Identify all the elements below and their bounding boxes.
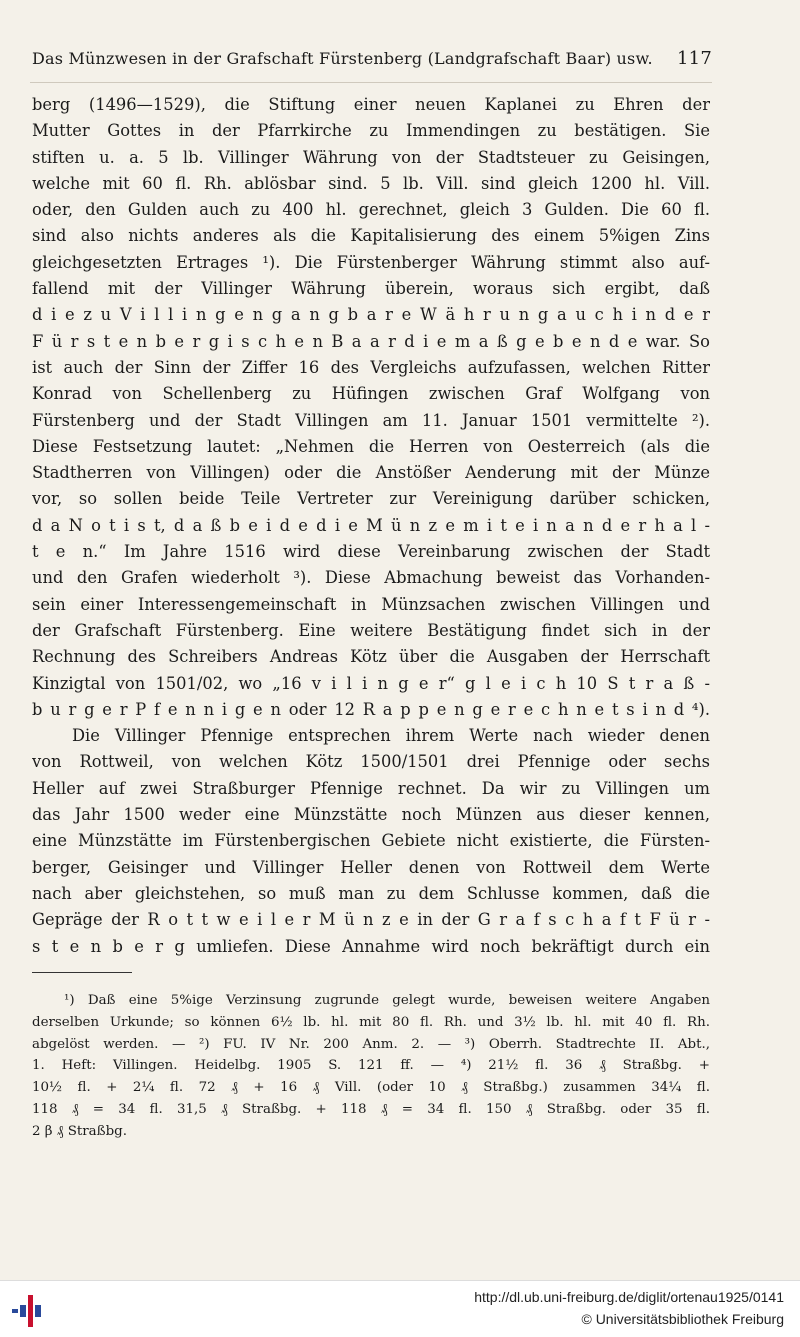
- body-line: das Jahr 1500 weder eine Münzstätte noch Münzen aus dieser kennen,: [32, 805, 710, 825]
- footnotes: [32, 990, 710, 1143]
- body-line: Fürstenberg und der Stadt Villingen am 11. Januar 1501 vermittelte ²).: [32, 410, 710, 430]
- body-line: eine Münzstätte im Fürstenbergischen Gebiete nicht existierte, die Fürsten-: [32, 831, 710, 851]
- copyright-notice: © Universitätsbibliothek Freiburg: [581, 1311, 784, 1327]
- footnote-line: abgelöst werden. — ²) FU. IV Nr. 200 Anm. 2. — ³) Oberrh. Stadtrechte II. Abt.,: [32, 1036, 710, 1052]
- body-line: Gepräge der R o t t w e i l e r M ü n z e in der G r a f s c h a f t F ü r -: [32, 910, 710, 930]
- body-line: sind also nichts anderes als die Kapitalisierung des einem 5%igen Zins: [32, 226, 710, 246]
- body-line: Mutter Gottes in der Pfarrkirche zu Immendingen zu bestätigen. Sie: [32, 121, 710, 141]
- body-line: von Rottweil, von welchen Kötz 1500/1501 drei Pfennige oder sechs: [32, 752, 710, 772]
- body-line: s t e n b e r g umliefen. Diese Annahme wird noch bekräftigt durch ein: [32, 936, 710, 956]
- body-line: oder, den Gulden auch zu 400 hl. gerechnet, gleich 3 Gulden. Die 60 fl.: [32, 200, 710, 220]
- footnote-line: 2 β ₰ Straßbg.: [32, 1123, 128, 1139]
- body-line: d i e z u V i l l i n g e n g a n g b a r e W ä h r u n g a u c h i n d e r: [32, 305, 710, 325]
- footnote-line: 10½ fl. + 2¼ fl. 72 ₰ + 16 ₰ Vill. (oder 10 ₰ Straßbg.) zusammen 34¼ fl.: [32, 1080, 710, 1096]
- footnote-line: 118 ₰ = 34 fl. 31,5 ₰ Straßbg. + 118 ₰ = 34 fl. 150 ₰ Straßbg. oder 35 fl.: [32, 1101, 710, 1117]
- running-header: [32, 48, 712, 74]
- body-line: Konrad von Schellenberg zu Hüfingen zwischen Graf Wolfgang von: [32, 384, 710, 404]
- body-line: d a N o t i s t, d a ß b e i d e d i e M ü n z e m i t e i n a n d e r h a l -: [32, 515, 710, 535]
- body-line: F ü r s t e n b e r g i s c h e n B a a r d i e m a ß g e b e n d e war. So: [32, 331, 710, 351]
- footnote-line: ¹) Daß eine 5%ige Verzinsung zugrunde gelegt wurde, beweisen weitere Angaben: [64, 993, 710, 1008]
- source-url-link[interactable]: http://dl.ub.uni-freiburg.de/diglit/ortenau1925/0141: [474, 1289, 784, 1305]
- body-line: nach aber gleichstehen, so muß man zu dem Schlusse kommen, daß die: [32, 883, 710, 903]
- body-line: sein einer Interessengemeinschaft in Münzsachen zwischen Villingen und: [32, 594, 710, 614]
- body-line: ist auch der Sinn der Ziffer 16 des Vergleichs aufzufassen, welchen Ritter: [32, 357, 710, 377]
- body-line: berger, Geisinger und Villinger Heller denen von Rottweil dem Werte: [32, 857, 710, 877]
- body-line: Rechnung des Schreibers Andreas Kötz über die Ausgaben der Herrschaft: [32, 647, 710, 667]
- header-rule: [30, 82, 712, 83]
- body-line: Diese Festsetzung lautet: „Nehmen die Herren von Oesterreich (als die: [32, 436, 710, 456]
- footnote-separator: [32, 972, 132, 973]
- body-line: welche mit 60 fl. Rh. ablösbar sind. 5 lb. Vill. sind gleich 1200 hl. Vill.: [32, 173, 710, 193]
- viewer-footer: [0, 1280, 800, 1337]
- page-number: 117: [677, 48, 712, 69]
- body-line: t e n.“ Im Jahre 1516 wird diese Vereinbarung zwischen der Stadt: [32, 542, 710, 562]
- body-line: gleichgesetzten Ertrages ¹). Die Fürstenberger Währung stimmt also auf-: [32, 252, 710, 272]
- body-line: stiften u. a. 5 lb. Villinger Währung von der Stadtsteuer zu Geisingen,: [32, 147, 710, 167]
- body-line: Die Villinger Pfennige entsprechen ihrem Werte nach wieder denen: [72, 726, 710, 746]
- body-line: Kinzigtal von 1501/02, wo „16 v i l i n g e r“ g l e i c h 10 S t r a ß -: [32, 673, 710, 693]
- footnote-line: 1. Heft: Villingen. Heidelbg. 1905 S. 121 ff. — ⁴) 21½ fl. 36 ₰ Straßbg. +: [32, 1058, 710, 1074]
- body-line: Stadtherren von Villingen) oder die Anstößer Aenderung mit der Münze: [32, 463, 710, 483]
- ub-freiburg-logo-icon: [10, 1293, 46, 1329]
- body-line: der Grafschaft Fürstenberg. Eine weitere Bestätigung findet sich in der: [32, 620, 710, 640]
- running-title: Das Münzwesen in der Grafschaft Fürstenberg (Landgrafschaft Baar) usw.: [32, 49, 653, 68]
- body-line: fallend mit der Villinger Währung überein, woraus sich ergibt, daß: [32, 279, 710, 299]
- body-line: und den Grafen wiederholt ³). Diese Abmachung beweist das Vorhanden-: [32, 568, 710, 588]
- footnote-line: derselben Urkunde; so können 6½ lb. hl. mit 80 fl. Rh. und 3½ lb. hl. mit 40 fl. Rh.: [32, 1014, 710, 1030]
- body-line: b u r g e r P f e n n i g e n oder 12 R a p p e n g e r e c h n e t s i n d ⁴).: [32, 699, 710, 719]
- body-line: vor, so sollen beide Teile Vertreter zur Vereinigung darüber schicken,: [32, 489, 710, 509]
- body-text: [32, 92, 710, 960]
- body-line: berg (1496—1529), die Stiftung einer neuen Kaplanei zu Ehren der: [32, 95, 710, 114]
- body-line: Heller auf zwei Straßburger Pfennige rechnet. Da wir zu Villingen um: [32, 778, 710, 798]
